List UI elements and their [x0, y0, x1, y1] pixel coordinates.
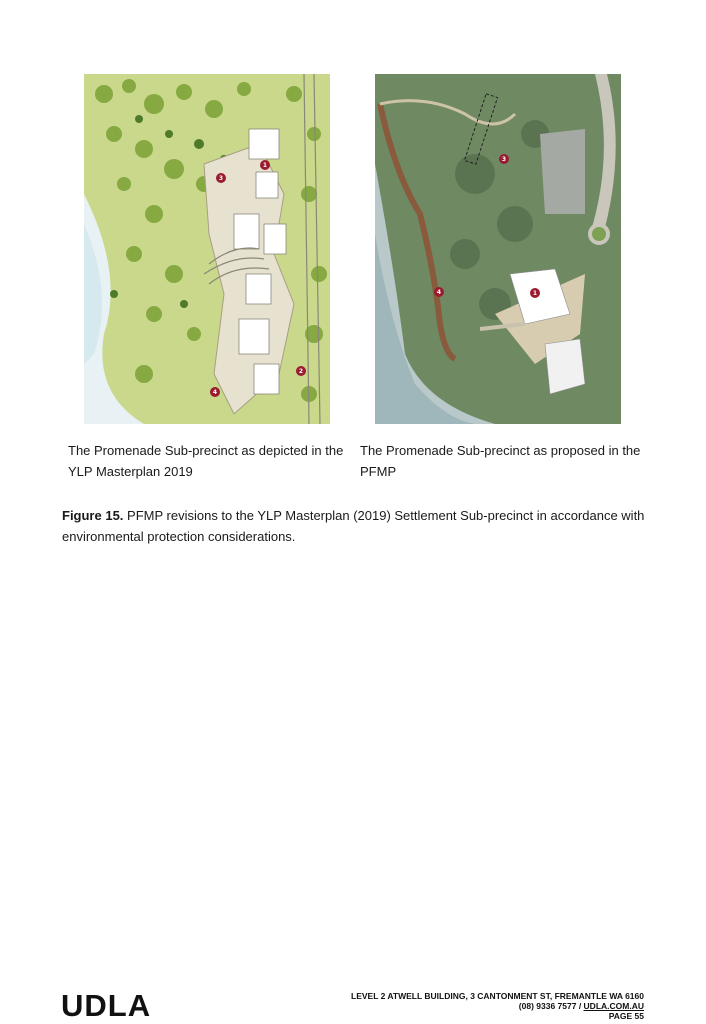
- svg-text:4: 4: [436, 289, 442, 296]
- footer-contact: [351, 991, 644, 1021]
- page-number: PAGE 55: [608, 1011, 644, 1021]
- figure-text: PFMP revisions to the YLP Masterplan (2019) Settlement Sub-precinct in accordance with environmental protection considerations.: [62, 508, 645, 544]
- footer-address: LEVEL 2 ATWELL BUILDING, 3 CANTONMENT ST, FREMANTLE WA 6160: [351, 991, 644, 1001]
- caption-masterplan-2019: The Promenade Sub-precinct as depicted in the YLP Masterplan 2019: [68, 443, 344, 479]
- footer-website-link[interactable]: UDLA.COM.AU: [583, 1001, 644, 1011]
- svg-text:3: 3: [218, 175, 224, 182]
- footer-separator: /: [576, 1001, 584, 1011]
- figure-caption: [62, 505, 652, 547]
- svg-text:2: 2: [298, 368, 304, 375]
- svg-text:3: 3: [501, 156, 507, 163]
- masterplan-map-graphic: [84, 74, 330, 424]
- svg-text:1: 1: [262, 162, 268, 169]
- udla-logo: UDLA: [61, 988, 152, 1023]
- svg-text:4: 4: [212, 389, 218, 396]
- pfmp-proposal-map: [375, 74, 621, 424]
- caption-pfmp-proposal: The Promenade Sub-precinct as proposed in the PFMP: [360, 443, 641, 479]
- masterplan-2019-map: [84, 74, 330, 424]
- svg-text:1: 1: [532, 290, 538, 297]
- figure-label: Figure 15.: [62, 508, 124, 523]
- footer-phone: (08) 9336 7577: [518, 1001, 577, 1011]
- pfmp-map-graphic: [375, 74, 621, 424]
- footer-contact-line: [351, 1001, 644, 1011]
